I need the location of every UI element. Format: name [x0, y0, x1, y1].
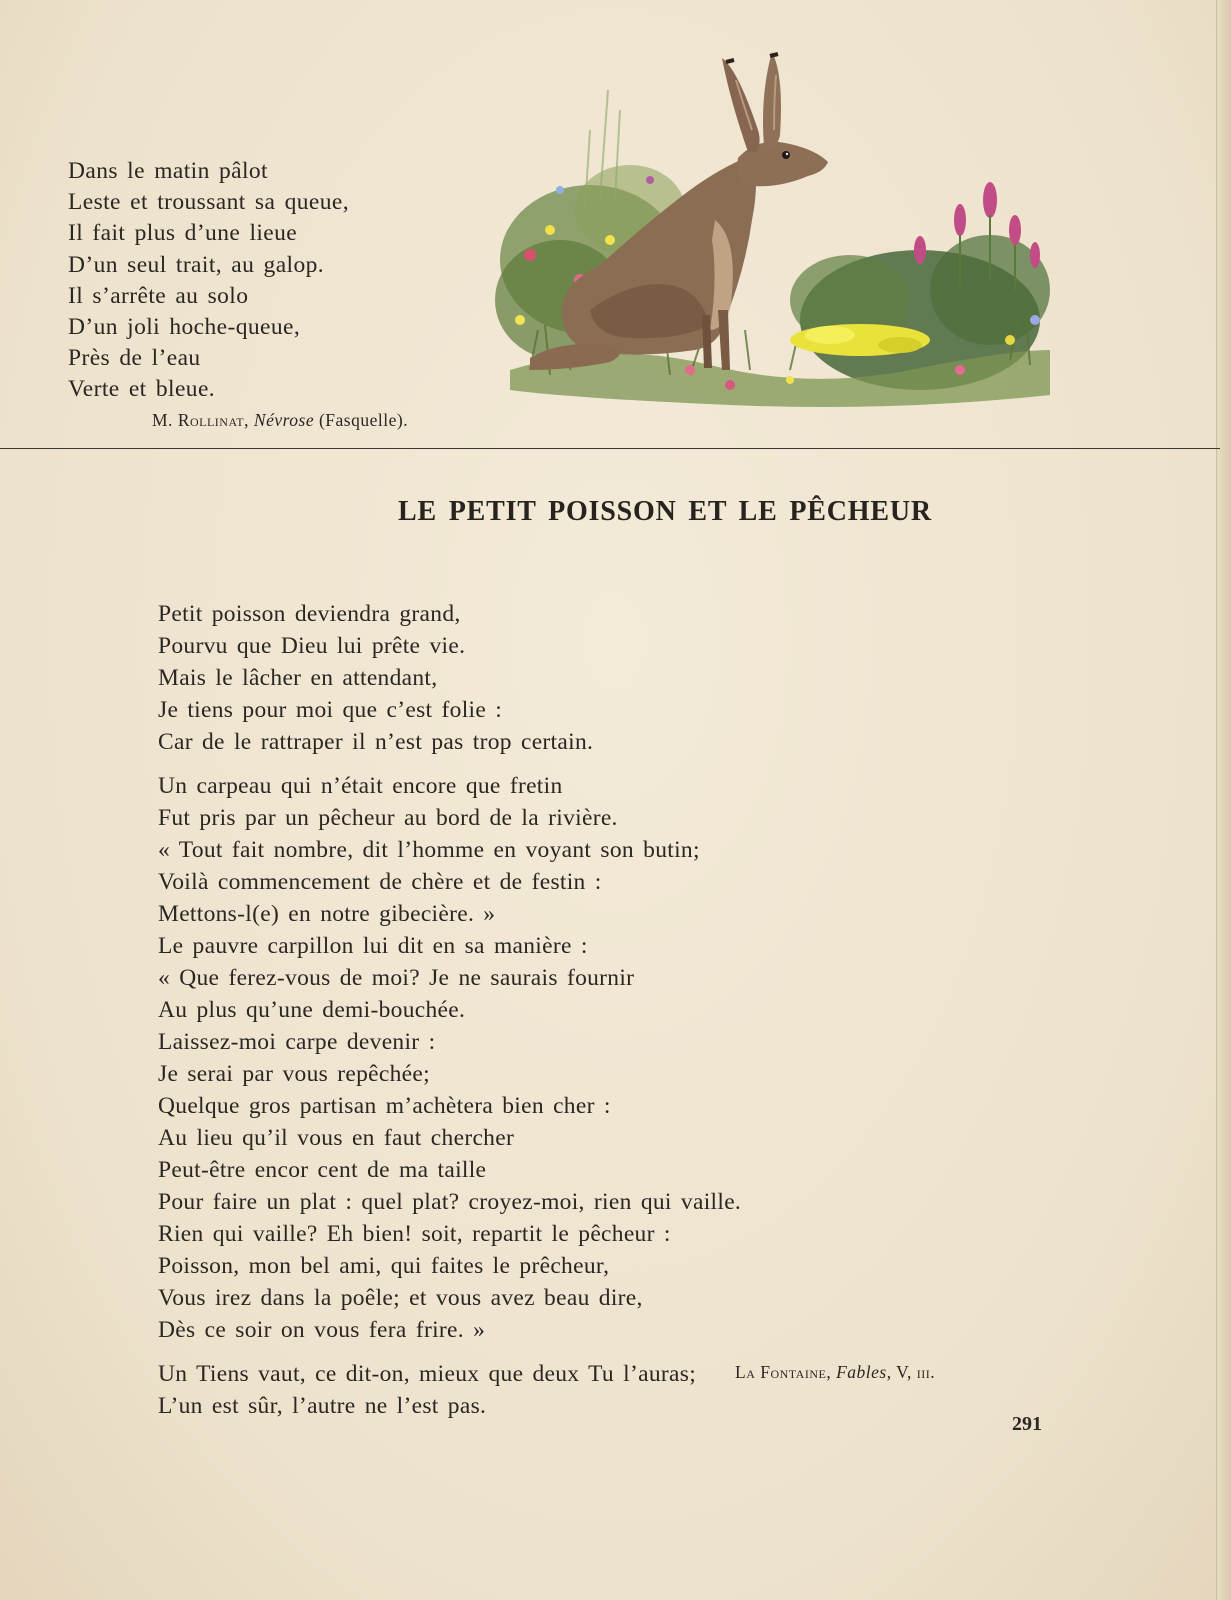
section-divider — [0, 448, 1220, 449]
top-poem-line: D’un seul trait, au galop. — [68, 251, 325, 278]
attribution-author: La Fontaine, — [735, 1362, 832, 1382]
poem-line: Petit poisson deviendra grand, — [158, 601, 461, 627]
top-poem-attribution — [152, 410, 408, 431]
poem-line: Vous irez dans la poêle; et vous avez beau dire, — [158, 1285, 643, 1311]
poem-line: Dès ce soir on vous fera frire. » — [158, 1317, 486, 1343]
poem-line: Un carpeau qui n’était encore que fretin — [158, 773, 563, 799]
poem-line: Mettons-l(e) en notre gibecière. » — [158, 901, 496, 927]
stanza-2 — [158, 770, 918, 1346]
top-poem-line: Verte et bleue. — [68, 376, 216, 403]
poem-line: Peut-être encor cent de ma taille — [158, 1157, 487, 1183]
poem-line: « Tout fait nombre, dit l’homme en voyant son butin; — [158, 837, 700, 863]
attribution-fable: iii. — [916, 1362, 936, 1382]
poem-line: Fut pris par un pêcheur au bord de la rivière. — [158, 805, 618, 831]
top-poem-line: Dans le matin pâlot — [68, 158, 268, 184]
top-poem-line: Il fait plus d’une lieue — [68, 220, 298, 247]
poem-line: « Que ferez-vous de moi? Je ne saurais fournir — [158, 965, 635, 991]
attribution-book: V, — [896, 1362, 912, 1382]
poem-title: LE PETIT POISSON ET LE PÊCHEUR — [398, 496, 932, 527]
top-poem — [68, 156, 488, 406]
poem-line: Un Tiens vaut, ce dit-on, mieux que deux Tu l’auras; — [158, 1361, 697, 1387]
poem-line: Pour faire un plat : quel plat? croyez-moi, rien qui vaille. — [158, 1189, 742, 1215]
poem-line: Poisson, mon bel ami, qui faites le prêcheur, — [158, 1253, 610, 1279]
poem-line: Car de le rattraper il n’est pas trop certain. — [158, 729, 594, 755]
poem-line: Le pauvre carpillon lui dit en sa manière : — [158, 933, 588, 959]
poem-line: Quelque gros partisan m’achètera bien cher : — [158, 1093, 611, 1119]
poem-line: Rien qui vaille? Eh bien! soit, repartit le pêcheur : — [158, 1221, 671, 1247]
poem-line: Voilà commencement de chère et de festin : — [158, 869, 602, 895]
poem-line: Au plus qu’une demi-bouchée. — [158, 997, 466, 1023]
poem-line: Au lieu qu’il vous en faut chercher — [158, 1125, 515, 1151]
top-poem-line: D’un joli hoche-queue, — [68, 314, 301, 341]
poem-line: Mais le lâcher en attendant, — [158, 665, 438, 691]
attribution-initial: M. — [152, 410, 173, 430]
attribution-author: Rollinat, — [177, 410, 250, 430]
top-poem-line: Il s’arrête au solo — [68, 282, 249, 309]
top-poem-line: Leste et troussant sa queue, — [68, 189, 349, 216]
main-poem-attribution — [735, 1362, 935, 1383]
poem-line: Laissez-moi carpe devenir : — [158, 1029, 436, 1055]
poem-line: Je serai par vous repêchée; — [158, 1061, 430, 1087]
poem-line: Pourvu que Dieu lui prête vie. — [158, 633, 466, 659]
attribution-publisher: (Fasquelle). — [318, 410, 409, 430]
stanza-1 — [158, 598, 918, 758]
poem-line: Je tiens pour moi que c’est folie : — [158, 697, 503, 723]
hare-illustration — [490, 40, 1070, 420]
page-number: 291 — [1012, 1413, 1042, 1435]
top-poem-line: Près de l’eau — [68, 345, 201, 372]
attribution-work: Fables, — [836, 1362, 892, 1382]
poem-line: L’un est sûr, l’autre ne l’est pas. — [158, 1393, 487, 1419]
main-poem — [158, 598, 918, 1422]
attribution-work: Névrose — [253, 410, 315, 430]
page-edge — [1216, 0, 1231, 1600]
